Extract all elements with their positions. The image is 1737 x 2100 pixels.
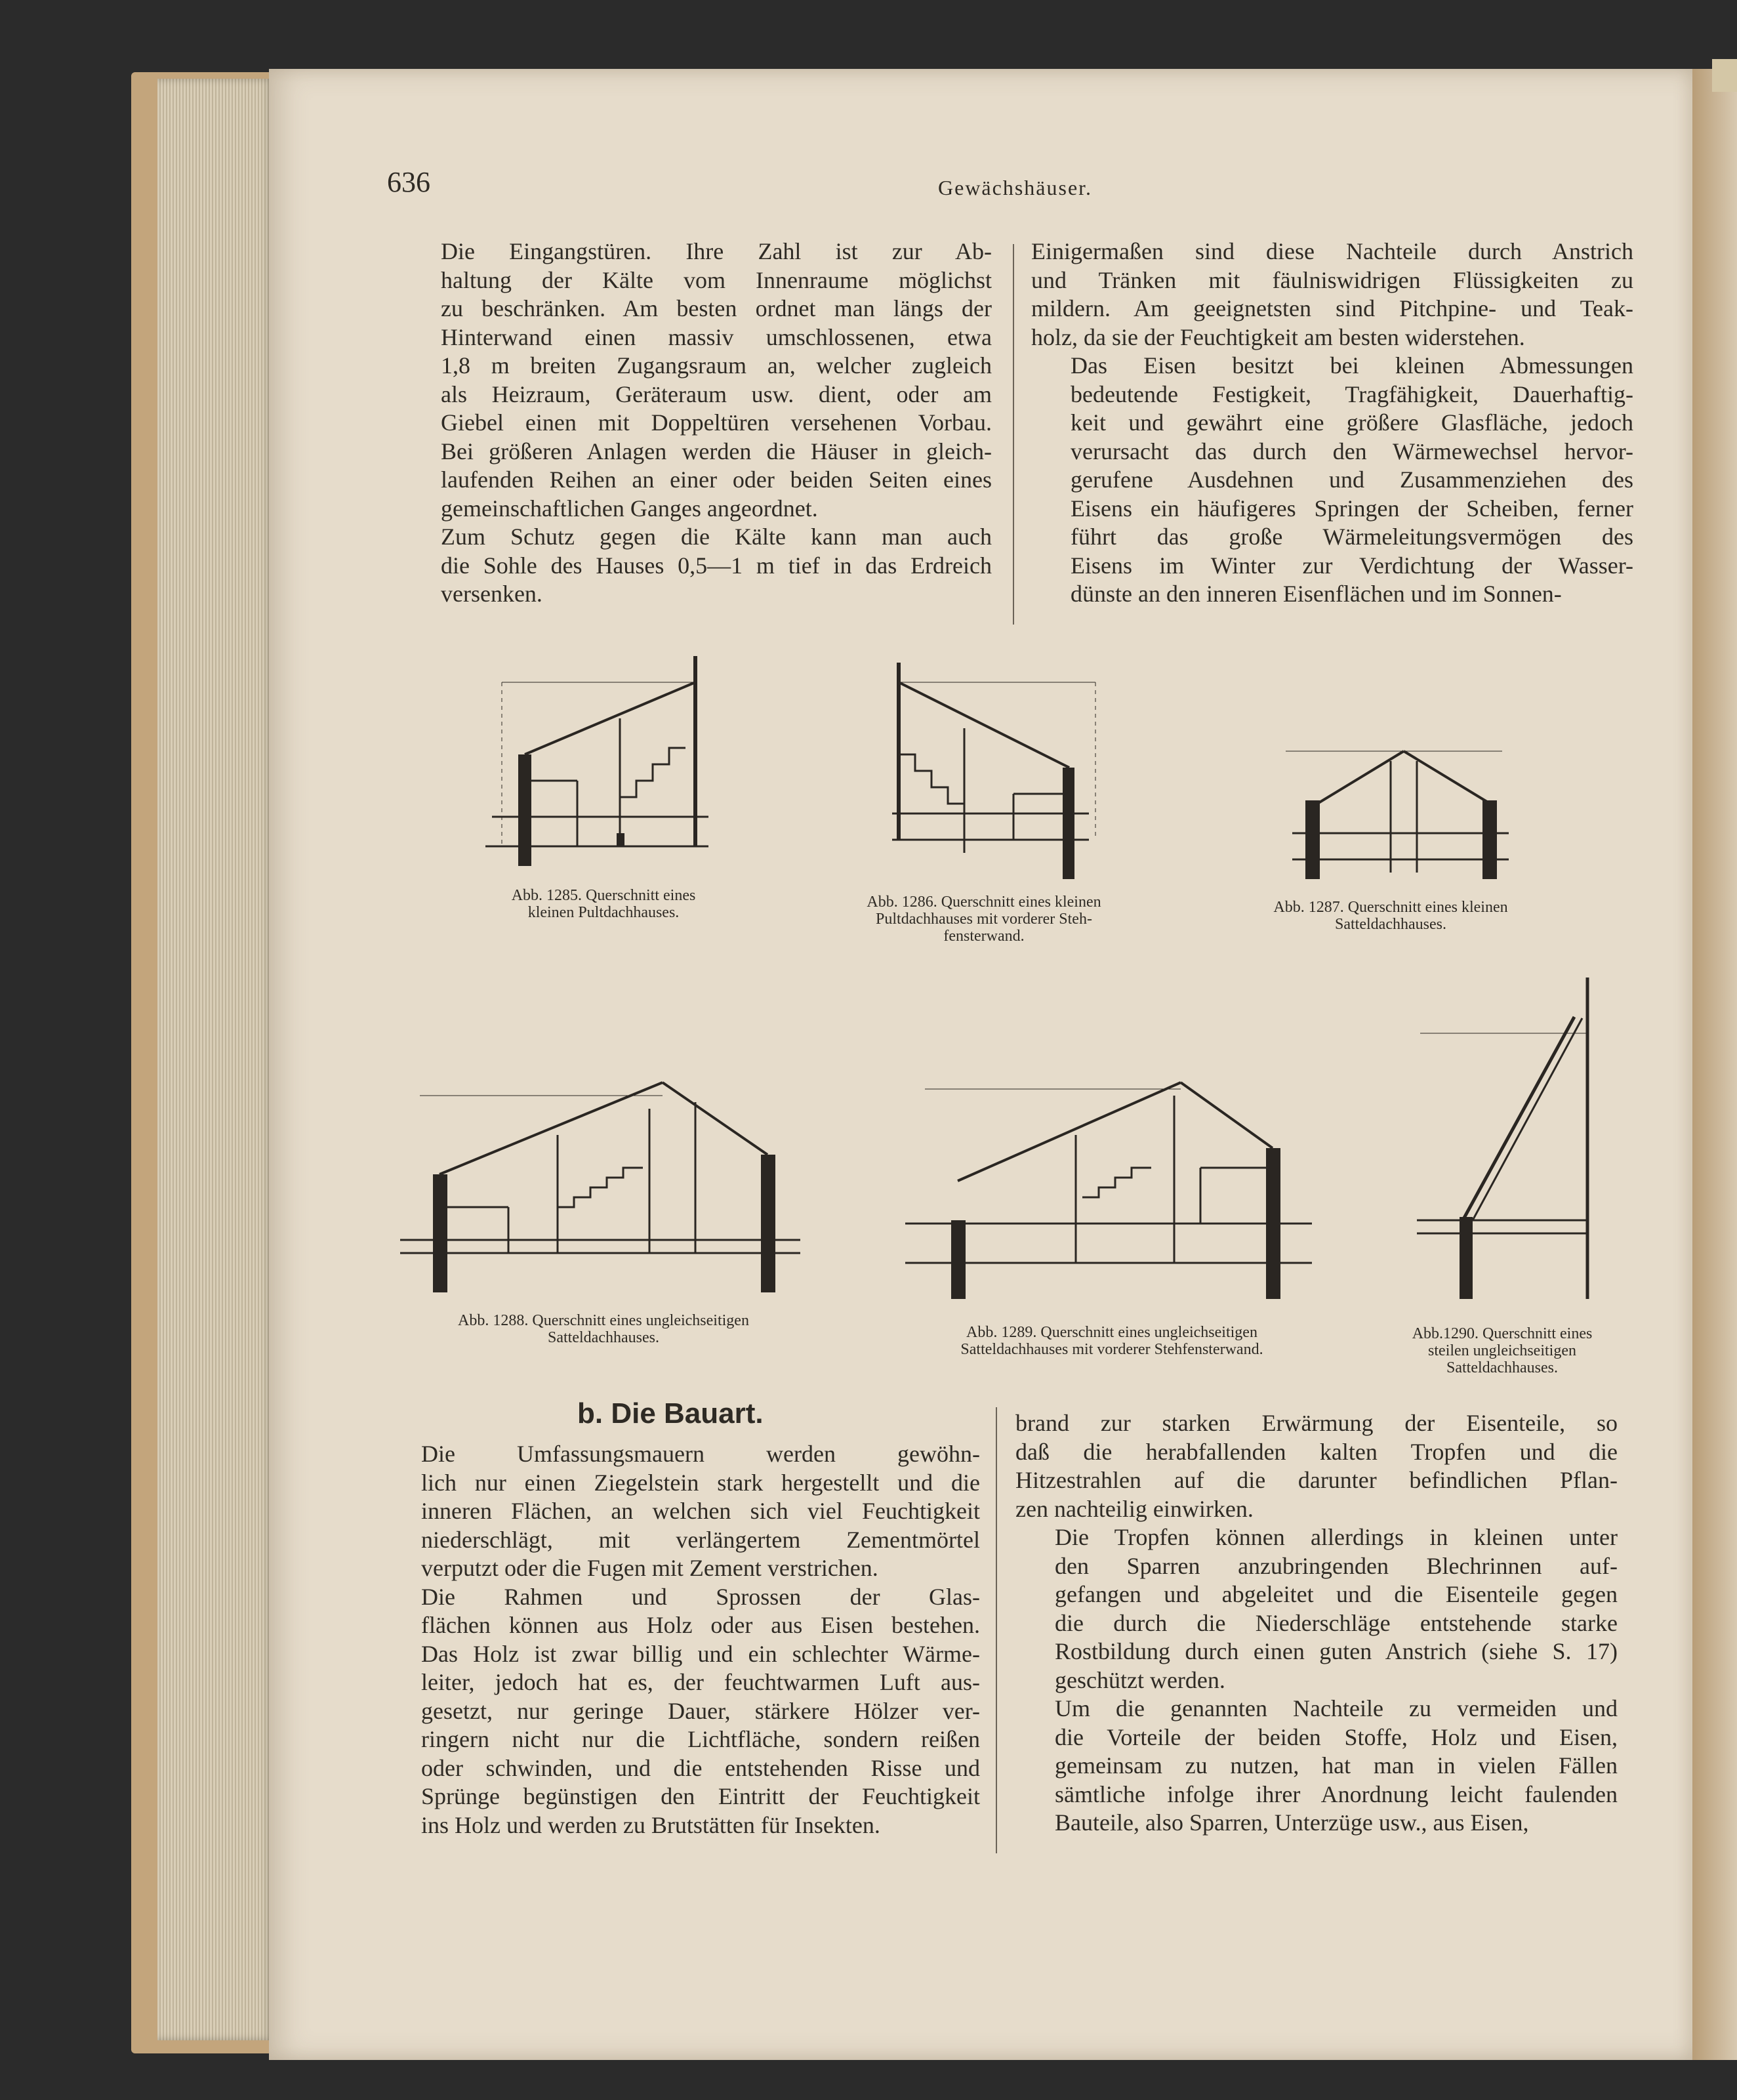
caption-line: Abb. 1285. Querschnitt eines bbox=[511, 887, 696, 904]
text-line: niederschlägt, mit verlängertem Zementmörtel bbox=[421, 1526, 980, 1553]
caption-line: Abb.1290. Querschnitt eines bbox=[1412, 1325, 1593, 1342]
text-column-top-right bbox=[1031, 237, 1633, 609]
caption-fig-1286 bbox=[813, 894, 1155, 945]
column-divider bbox=[996, 1407, 997, 1853]
text-line: gemeinschaftlichen Ganges angeordnet. bbox=[441, 495, 818, 522]
text-line: die Sohle des Hauses 0,5—1 m tief in das Erdreich bbox=[441, 552, 992, 579]
text-line: führt das große Wärmeleitungsvermögen des bbox=[1071, 524, 1633, 550]
paragraph bbox=[382, 1440, 980, 1583]
text-line: Das Eisen besitzt bei kleinen Abmessungen bbox=[1071, 352, 1633, 379]
text-line: ringern nicht nur die Lichtfläche, sondern reißen bbox=[421, 1726, 980, 1752]
paragraph bbox=[1015, 1695, 1618, 1838]
page-number: 636 bbox=[387, 166, 430, 198]
next-page-edge bbox=[1692, 69, 1737, 2060]
text-line: haltung der Kälte vom Innenraume möglichst bbox=[441, 266, 992, 293]
text-line: Zum Schutz gegen die Kälte kann man auch bbox=[441, 524, 992, 550]
text-line: dünste an den inneren Eisenflächen und im Sonnen- bbox=[1071, 581, 1562, 607]
page-edges bbox=[157, 79, 274, 2040]
text-line: keit und gewährt eine größere Glasfläche, jedoch bbox=[1071, 409, 1633, 436]
text-line: gesetzt, nur geringe Dauer, stärkere Hölzer ver- bbox=[421, 1697, 980, 1724]
caption-line: Abb. 1289. Querschnitt eines ungleichseitigen bbox=[966, 1324, 1257, 1341]
text-column-bottom-left bbox=[382, 1440, 980, 1840]
text-line: gemeinsam zu nutzen, hat man in vielen Fällen bbox=[1055, 1752, 1618, 1779]
text-line: laufenden Reihen an einer oder beiden Seiten eines bbox=[441, 466, 992, 493]
text-line: die durch die Niederschläge entstehende starke bbox=[1055, 1609, 1618, 1636]
section-title: b. Die Bauart. bbox=[577, 1397, 764, 1430]
caption-line: Satteldachhauses. bbox=[548, 1329, 659, 1346]
text-line: inneren Flächen, an welchen sich viel Feuchtigkeit bbox=[421, 1498, 980, 1524]
caption-fig-1289 bbox=[899, 1324, 1325, 1358]
figure-1288-diagram bbox=[400, 1076, 807, 1299]
paragraph bbox=[1031, 237, 1633, 352]
caption-line: Abb. 1288. Querschnitt eines ungleichseitigen bbox=[458, 1312, 749, 1329]
text-line: Hinterwand einen massiv umschlossenen, etwa bbox=[441, 323, 992, 350]
running-title: Gewächshäuser. bbox=[938, 176, 1093, 199]
caption-fig-1290 bbox=[1364, 1325, 1640, 1376]
text-line: Das Holz ist zwar billig und ein schlechter Wärme- bbox=[421, 1640, 980, 1667]
text-line: Giebel einen mit Doppeltüren versehenen Vorbau. bbox=[441, 409, 992, 436]
paragraph bbox=[401, 523, 992, 609]
text-line: lich nur einen Ziegelstein stark hergestellt und die bbox=[421, 1469, 980, 1496]
text-line: und Tränken mit fäulniswidrigen Flüssigkeiten zu bbox=[1031, 266, 1633, 293]
text-line: zen nachteilig einwirken. bbox=[1015, 1495, 1254, 1522]
figure-1286-diagram bbox=[892, 663, 1128, 886]
text-line: Eisens im Winter zur Verdichtung der Wasser- bbox=[1071, 552, 1633, 579]
text-line: Um die genannten Nachteile zu vermeiden und bbox=[1055, 1695, 1618, 1721]
text-line: Bauteile, also Sparren, Unterzüge usw., aus Eisen, bbox=[1055, 1809, 1529, 1836]
caption-fig-1285 bbox=[453, 887, 754, 921]
text-line: Rostbildung durch einen guten Anstrich (siehe S. 17) bbox=[1055, 1638, 1618, 1664]
caption-line: Pultdachhauses mit vorderer Steh- bbox=[876, 911, 1092, 928]
paragraph bbox=[401, 237, 992, 523]
paragraph bbox=[382, 1583, 980, 1840]
caption-fig-1287 bbox=[1220, 899, 1561, 933]
text-line: ins Holz und werden zu Brutstätten für Insekten. bbox=[421, 1811, 880, 1838]
text-line: flächen können aus Holz oder aus Eisen bestehen. bbox=[421, 1612, 980, 1638]
text-column-bottom-right bbox=[1015, 1409, 1618, 1838]
text-line: sämtliche infolge ihrer Anordnung leicht faulenden bbox=[1055, 1781, 1618, 1807]
caption-line: Satteldachhauses mit vorderer Stehfensterwand. bbox=[960, 1341, 1263, 1358]
caption-line: Satteldachhauses. bbox=[1335, 916, 1446, 933]
figure-1290-diagram bbox=[1410, 978, 1601, 1306]
text-line: oder schwinden, und die entstehenden Risse und bbox=[421, 1754, 980, 1781]
text-line: brand zur starken Erwärmung der Eisenteile, so bbox=[1015, 1410, 1618, 1436]
text-line: bedeutende Festigkeit, Tragfähigkeit, Dauerhaftig- bbox=[1071, 381, 1633, 407]
figure-1287-diagram bbox=[1279, 741, 1515, 886]
caption-fig-1288 bbox=[394, 1312, 813, 1346]
text-line: Eisens ein häufigeres Springen der Scheiben, ferner bbox=[1071, 495, 1633, 522]
text-line: Die Eingangstüren. Ihre Zahl ist zur Ab- bbox=[441, 238, 992, 264]
text-line: 1,8 m breiten Zugangsraum an, welcher zugleich bbox=[441, 352, 992, 379]
text-line: versenken. bbox=[441, 581, 542, 607]
text-line: gefangen und abgeleitet und die Eisenteile gegen bbox=[1055, 1581, 1618, 1607]
figure-1289-diagram bbox=[905, 1076, 1312, 1306]
text-line: Hitzestrahlen auf die darunter befindlichen Pflan- bbox=[1015, 1467, 1618, 1493]
caption-line: steilen ungleichseitigen bbox=[1428, 1342, 1576, 1359]
paragraph bbox=[1015, 1523, 1618, 1695]
text-line: Die Umfassungsmauern werden gewöhn- bbox=[421, 1441, 980, 1467]
text-line: Die Tropfen können allerdings in kleinen unter bbox=[1055, 1524, 1618, 1550]
bookmark-tab bbox=[1712, 59, 1737, 92]
text-line: Bei größeren Anlagen werden die Häuser in gleich- bbox=[441, 438, 992, 464]
text-line: holz, da sie der Feuchtigkeit am besten widerstehen. bbox=[1031, 323, 1525, 350]
caption-line: Satteldachhauses. bbox=[1446, 1359, 1558, 1376]
text-line: zu beschränken. Am besten ordnet man längs der bbox=[441, 295, 992, 321]
caption-line: kleinen Pultdachhauses. bbox=[527, 904, 680, 921]
column-divider bbox=[1013, 244, 1014, 625]
text-column-top-left bbox=[401, 237, 992, 609]
text-line: gerufene Ausdehnen und Zusammenziehen des bbox=[1071, 466, 1633, 493]
paragraph bbox=[1031, 352, 1633, 609]
text-line: als Heizraum, Geräteraum usw. dient, oder am bbox=[441, 381, 992, 407]
text-line: Sprünge begünstigen den Eintritt der Feuchtigkeit bbox=[421, 1783, 980, 1809]
text-line: verursacht das durch den Wärmewechsel hervor- bbox=[1071, 438, 1633, 464]
text-line: Einigermaßen sind diese Nachteile durch Anstrich bbox=[1031, 238, 1633, 264]
text-line: leiter, jedoch hat es, der feuchtwarmen Luft aus- bbox=[421, 1669, 980, 1695]
paragraph bbox=[1015, 1409, 1618, 1523]
caption-line: fensterwand. bbox=[943, 928, 1025, 945]
text-line: mildern. Am geeignetsten sind Pitchpine- und Teak- bbox=[1031, 295, 1633, 321]
text-line: daß die herabfallenden kalten Tropfen und die bbox=[1015, 1438, 1618, 1465]
text-line: verputzt oder die Fugen mit Zement verstrichen. bbox=[421, 1555, 878, 1581]
text-line: die Vorteile der beiden Stoffe, Holz und Eisen, bbox=[1055, 1723, 1618, 1750]
figure-1285-diagram bbox=[479, 656, 715, 873]
caption-line: Abb. 1286. Querschnitt eines kleinen bbox=[867, 894, 1101, 911]
text-line: Die Rahmen und Sprossen der Glas- bbox=[421, 1583, 980, 1610]
caption-line: Abb. 1287. Querschnitt eines kleinen bbox=[1273, 899, 1508, 916]
text-line: den Sparren anzubringenden Blechrinnen auf- bbox=[1055, 1552, 1618, 1579]
text-line: geschützt werden. bbox=[1055, 1666, 1225, 1693]
